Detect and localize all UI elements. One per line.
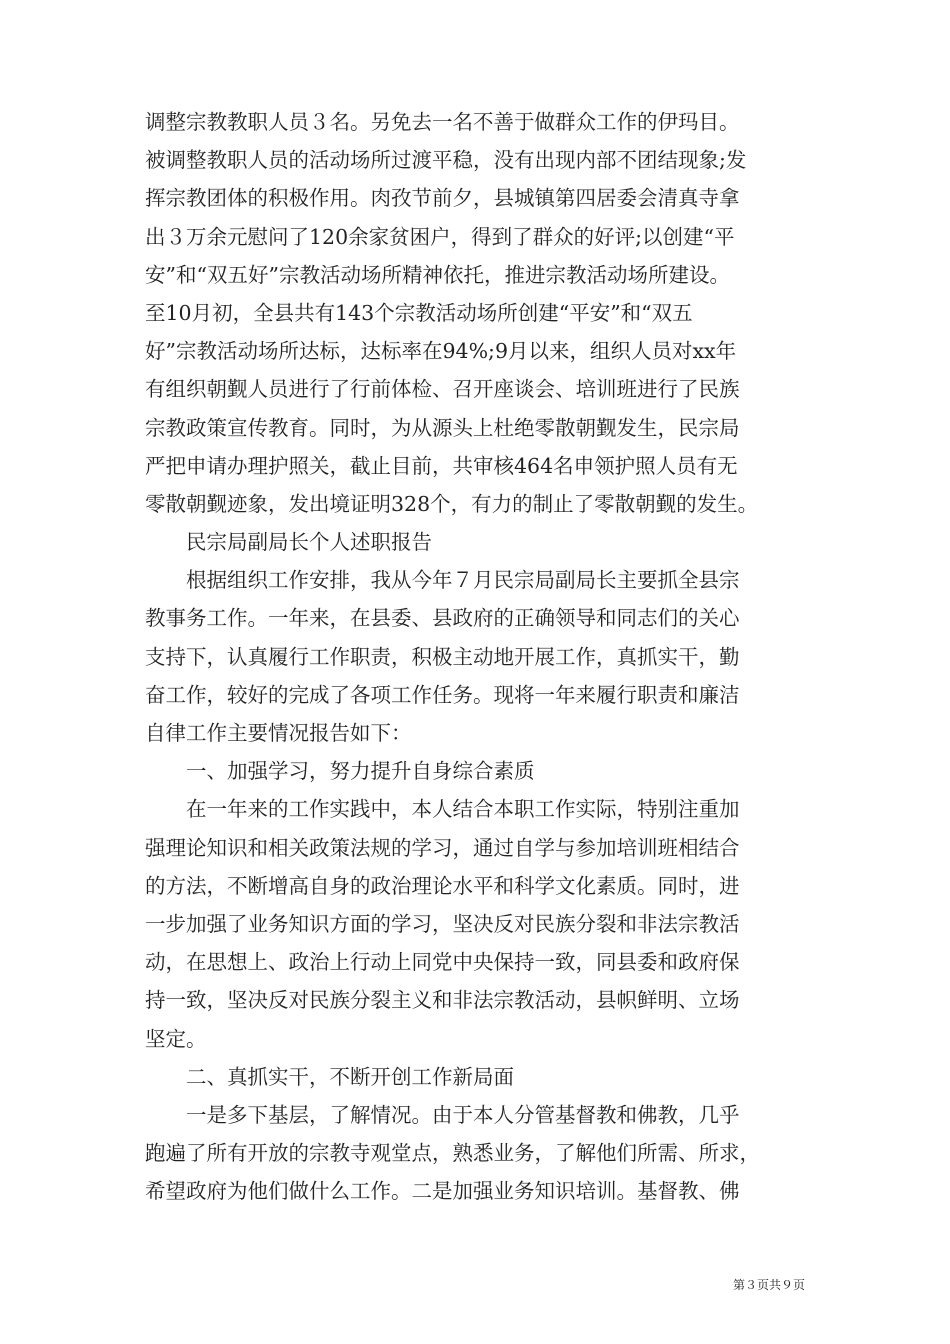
text-line: 零散朝觐迹象，发出境证明328个，有力的制止了零散朝觐的发生。 [145,491,759,516]
text-line: 调整宗教教职人员３名。另免去一名不善于做群众工作的伊玛目。 [145,110,740,134]
page-number: 第３页共９页 [732,1278,805,1292]
text-line: 支持下，认真履行工作职责，积极主动地开展工作，真抓实干，勤 [145,644,740,669]
text-line: 安”和“双五好”宗教活动场所精神依托，推进宗教活动场所建设。 [145,262,730,287]
text-line: 根据组织工作安排，我从今年７月民宗局副局长主要抓全县宗 [186,568,740,593]
text-line: 好”宗教活动场所达标，达标率在94%;9月以来，组织人员对xx年 [145,339,737,364]
text-line: 希望政府为他们做什么工作。二是加强业务知识培训。基督教、佛 [145,1179,740,1204]
text-line: 自律工作主要情况报告如下： [145,721,412,745]
text-line: 教事务工作。一年来，在县委、县政府的正确领导和同志们的关心 [145,606,740,631]
text-line: 动，在思想上、政治上行动上同党中央保持一致，同县委和政府保 [145,950,740,975]
text-line: 在一年来的工作实践中，本人结合本职工作实际，特别注重加 [186,797,740,822]
text-line: 被调整教职人员的活动场所过渡平稳，没有出现内部不团结现象;发 [145,148,747,173]
text-line: 的方法，不断增高自身的政治理论水平和科学文化素质。同时，进 [145,873,740,898]
text-line: 一步加强了业务知识方面的学习，坚决反对民族分裂和非法宗教活 [145,911,740,936]
document-body [145,103,825,1210]
section-heading-2: 二、真抓实干，不断开创工作新局面 [186,1064,514,1089]
text-line: 有组织朝觐人员进行了行前体检、召开座谈会、培训班进行了民族 [145,377,740,402]
text-line: 至10月初，全县共有143个宗教活动场所创建“平安”和“双五 [145,300,693,325]
text-line: 严把申请办理护照关，截止目前，共审核464名申领护照人员有无 [145,453,738,478]
text-line: 挥宗教团体的积极作用。肉孜节前夕，县城镇第四居委会清真寺拿 [145,186,740,211]
text-line: 一是多下基层，了解情况。由于本人分管基督教和佛教，几乎 [186,1102,740,1127]
text-line: 宗教政策宣传教育。同时，为从源头上杜绝零散朝觐发生，民宗局 [145,415,740,440]
text-line: 持一致，坚决反对民族分裂主义和非法宗教活动，县帜鲜明、立场 [145,988,740,1013]
section-heading-1: 一、加强学习，努力提升自身综合素质 [186,759,535,784]
text-line: 奋工作，较好的完成了各项工作任务。现将一年来履行职责和廉洁 [145,682,740,707]
text-line: 坚定。 [145,1026,207,1051]
text-line: 出３万余元慰问了120余家贫困户，得到了群众的好评;以创建“平 [145,224,735,249]
report-title: 民宗局副局长个人述职报告 [186,530,432,555]
text-line: 强理论知识和相关政策法规的学习，通过自学与参加培训班相结合 [145,835,740,860]
text-line: 跑遍了所有开放的宗教寺观堂点，熟悉业务，了解他们所需、所求， [145,1141,760,1166]
